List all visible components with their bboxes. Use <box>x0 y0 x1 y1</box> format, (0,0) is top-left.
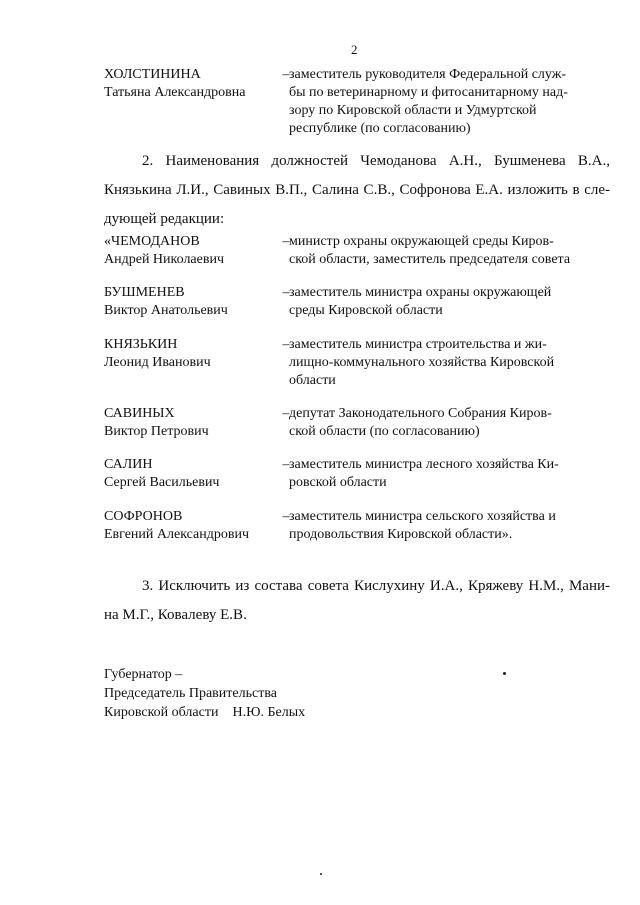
entry-dash: – <box>282 406 290 421</box>
entry-name <box>104 66 279 102</box>
entry-dash: – <box>282 285 290 300</box>
entry-dash: – <box>282 337 290 352</box>
position-line: зору по Кировской области и Удмуртской <box>289 103 537 118</box>
entry-dash: – <box>282 234 290 249</box>
entry-surname: «ЧЕМОДАНОВ <box>104 234 200 249</box>
entry-surname: БУШМЕНЕВ <box>104 285 185 300</box>
entry-surname: ХОЛСТИНИНА <box>104 67 201 82</box>
position-line: ровской области <box>289 475 387 490</box>
entry-name <box>104 284 279 320</box>
position-line: области <box>289 373 336 388</box>
entry-position <box>289 508 610 544</box>
position-line: лищно-коммунального хозяйства Кировской <box>289 355 555 370</box>
entry-position <box>289 405 610 441</box>
position-line: заместитель министра лесного хозяйства Ки- <box>289 457 559 472</box>
position-line: министр охраны окружающей среды Киров- <box>289 234 554 249</box>
entry-given-name: Виктор Анатольевич <box>104 303 228 318</box>
position-line: заместитель руководителя Федеральной служ- <box>289 67 567 82</box>
position-line: среды Кировской области <box>289 303 443 318</box>
entry-position <box>289 66 610 138</box>
entry-given-name: Андрей Николаевич <box>104 252 224 267</box>
scan-speck <box>503 672 506 675</box>
signature-title-line: Губернатор – <box>104 667 183 682</box>
paragraph-line: 2. Наименования должностей Чемоданова А.Н., Бушменева В.А., <box>142 153 610 169</box>
entry-dash: – <box>282 509 290 524</box>
position-line: заместитель министра охраны окружающей <box>289 285 552 300</box>
entry-given-name: Виктор Петрович <box>104 424 209 439</box>
entry-dash: – <box>282 67 290 82</box>
entry-surname: СОФРОНОВ <box>104 509 183 524</box>
entry-dash: – <box>282 457 290 472</box>
position-line: ской области (по согласованию) <box>289 424 480 439</box>
position-line: заместитель министра строительства и жи- <box>289 337 547 352</box>
entry-given-name: Леонид Иванович <box>104 355 211 370</box>
paragraph-line: дующей редакции: <box>104 211 225 227</box>
paragraph-line: Князькина Л.И., Савиных В.П., Салина С.В., Софронова Е.А. изложить в сле- <box>104 182 610 198</box>
entry-name <box>104 233 279 269</box>
position-line: продовольствия Кировской области». <box>289 527 513 542</box>
entry-given-name: Евгений Александрович <box>104 527 250 542</box>
entry-name <box>104 405 279 441</box>
entry-name <box>104 456 279 492</box>
signature-block <box>104 665 305 722</box>
position-line: депутат Законодательного Собрания Киров- <box>289 406 552 421</box>
position-line: заместитель министра сельского хозяйства и <box>289 509 556 524</box>
entry-surname: САВИНЫХ <box>104 406 175 421</box>
position-line: ской области, заместитель председателя совета <box>289 252 571 267</box>
entry-given-name: Сергей Васильевич <box>104 475 220 490</box>
scan-speck <box>320 873 322 875</box>
entry-surname: САЛИН <box>104 457 153 472</box>
signature-name-line: Кировской области Н.Ю. Белых <box>104 705 306 720</box>
entry-name <box>104 336 279 372</box>
entry-surname: КНЯЗЬКИН <box>104 337 178 352</box>
entry-given-name: Татьяна Александровна <box>104 85 246 100</box>
entry-position <box>289 336 610 390</box>
entry-name <box>104 508 279 544</box>
paragraph-line: 3. Исключить из состава совета Кислухину И.А., Кряжеву Н.М., Мани- <box>142 578 610 594</box>
paragraph-3 <box>104 572 610 630</box>
paragraph-line: на М.Г., Ковалеву Е.В. <box>104 607 247 623</box>
paragraph-2 <box>104 147 610 234</box>
position-line: республике (по согласованию) <box>289 121 471 136</box>
entry-position <box>289 284 610 320</box>
entry-position <box>289 456 610 492</box>
signature-title-line: Председатель Правительства <box>104 686 277 701</box>
page-number: 2 <box>351 42 358 57</box>
entry-position <box>289 233 610 269</box>
position-line: бы по ветеринарному и фитосанитарному над- <box>289 85 568 100</box>
